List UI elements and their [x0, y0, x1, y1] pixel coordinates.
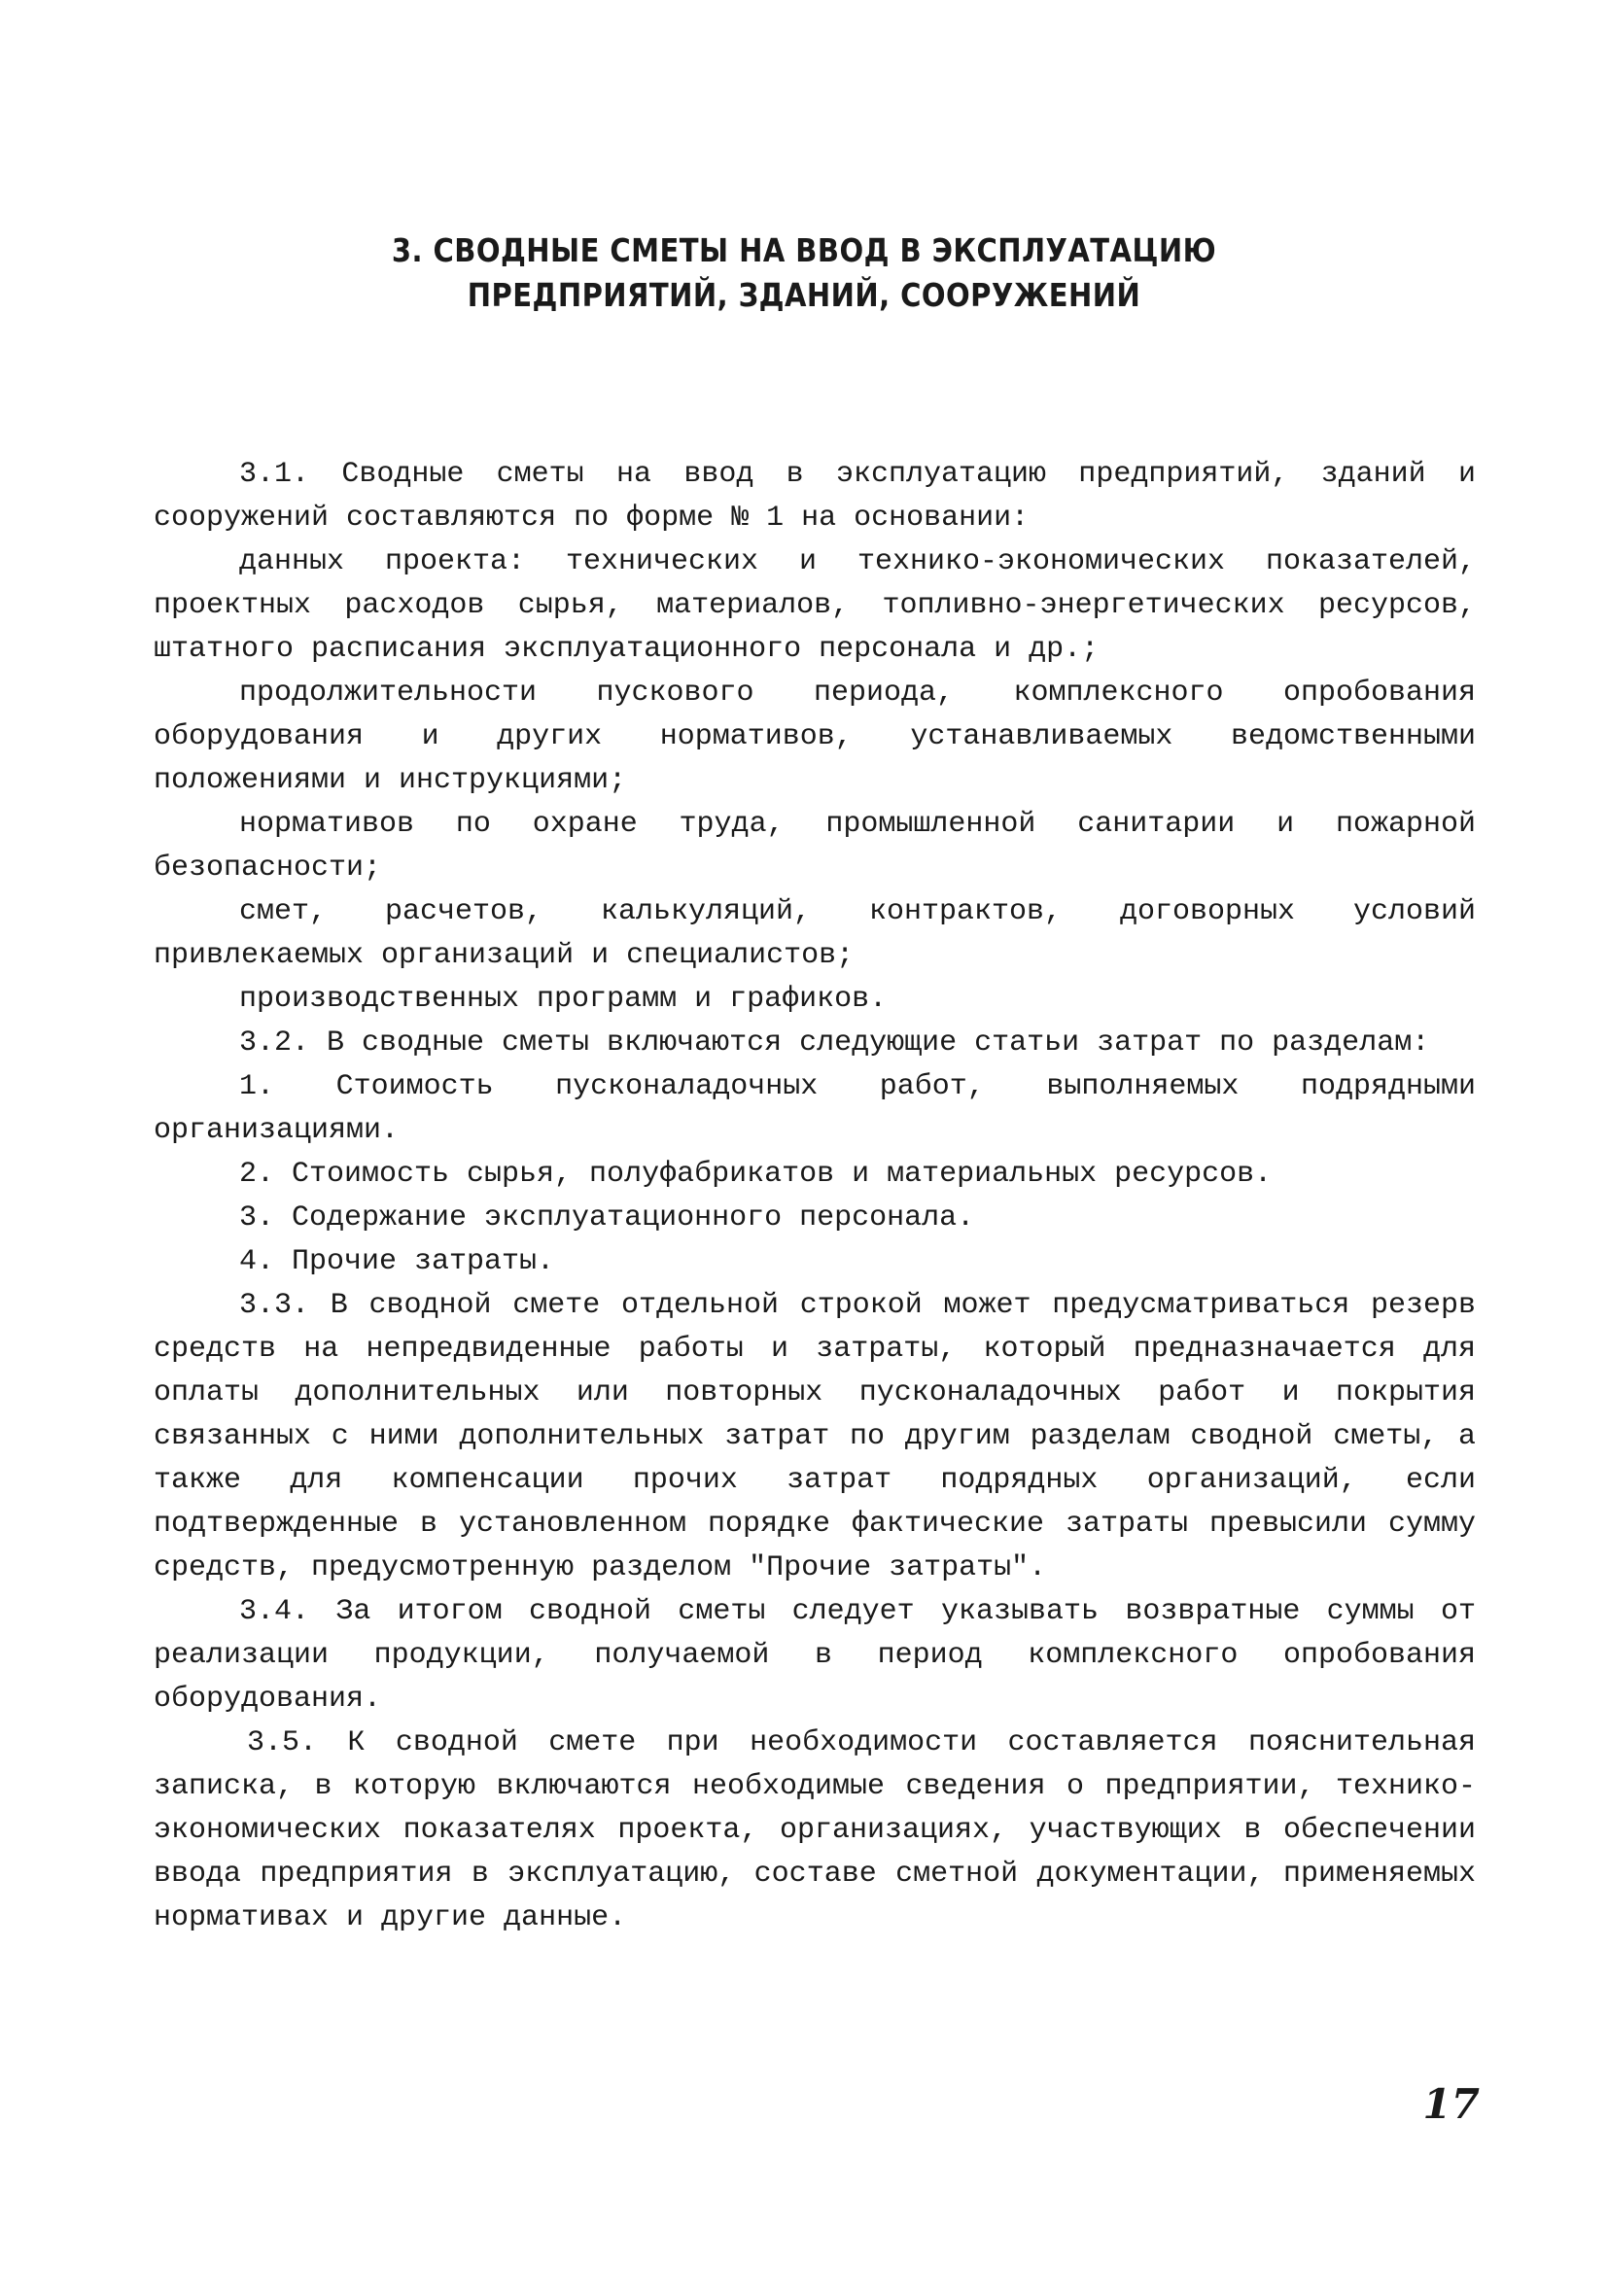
- basis-item-startup-duration: продолжительности пускового периода, комплексного опробования оборудования и других нормативов, устанавливаемых ведомственными положениями и инструкциями;: [154, 677, 1476, 797]
- basis-item-estimates: смет, расчетов, калькуляций, контрактов, договорных условий привлекаемых организаций и специалистов;: [154, 895, 1476, 972]
- page-number: 17: [1422, 2080, 1480, 2128]
- body-text: [154, 453, 1476, 1940]
- paragraph-3-5: 3.5. К сводной смете при необходимости составляется пояснительная записка, в которую включаются необходимые сведения о предприятии, технико-экономических показателях проекта, организациях, участвующих в обеспечении ввода предприятия в эксплуатацию, составе сметной документации, применяемых нормативах и другие данные.: [154, 1726, 1476, 1934]
- section-title-line-2: ПРЕДПРИЯТИЙ, ЗДАНИЙ, СООРУЖЕНИЙ: [467, 276, 1141, 314]
- basis-item-programs: производственных программ и графиков.: [239, 983, 888, 1016]
- section-title-line-1: 3. СВОДНЫЕ СМЕТЫ НА ВВОД В ЭКСПЛУАТАЦИЮ: [391, 231, 1217, 269]
- basis-item-safety-norms: нормативов по охране труда, промышленной санитарии и пожарной безопасности;: [154, 808, 1476, 885]
- paragraph-3-3: 3.3. В сводной смете отдельной строкой может предусматриваться резерв средств на непредвиденные работы и затраты, который предназначается для оплаты дополнительных или повторных пусконаладочных работ и покрытия связанных с ними дополнительных затрат по другим разделам сводной сметы, а также для компенсации прочих затрат подрядных организаций, если подтвержденные в установленном порядке фактические затраты превысили сумму средств, предусмотренную разделом "Прочие затраты".: [154, 1289, 1476, 1584]
- paragraph-3-1: 3.1. Сводные сметы на ввод в эксплуатацию предприятий, зданий и сооружений составляются по форме № 1 на основании:: [154, 458, 1476, 535]
- cost-item-4: 4. Прочие затраты.: [239, 1245, 555, 1278]
- basis-item-project-data: данных проекта: технических и технико-экономических показателей, проектных расходов сырья, материалов, топливно-энергетических ресурсов, штатного расписания эксплуатационного персонала и др.;: [154, 545, 1476, 666]
- paragraph-3-4: 3.4. За итогом сводной сметы следует указывать возвратные суммы от реализации продукции, получаемой в период комплексного опробования оборудования.: [154, 1595, 1476, 1716]
- cost-item-3: 3. Содержание эксплуатационного персонала.: [239, 1201, 975, 1235]
- paragraph-3-2: 3.2. В сводные сметы включаются следующие статьи затрат по разделам:: [239, 1026, 1430, 1060]
- cost-item-2: 2. Стоимость сырья, полуфабрикатов и материальных ресурсов.: [239, 1158, 1273, 1191]
- cost-item-1: 1. Стоимость пусконаладочных работ, выполняемых подрядными организациями.: [154, 1070, 1476, 1147]
